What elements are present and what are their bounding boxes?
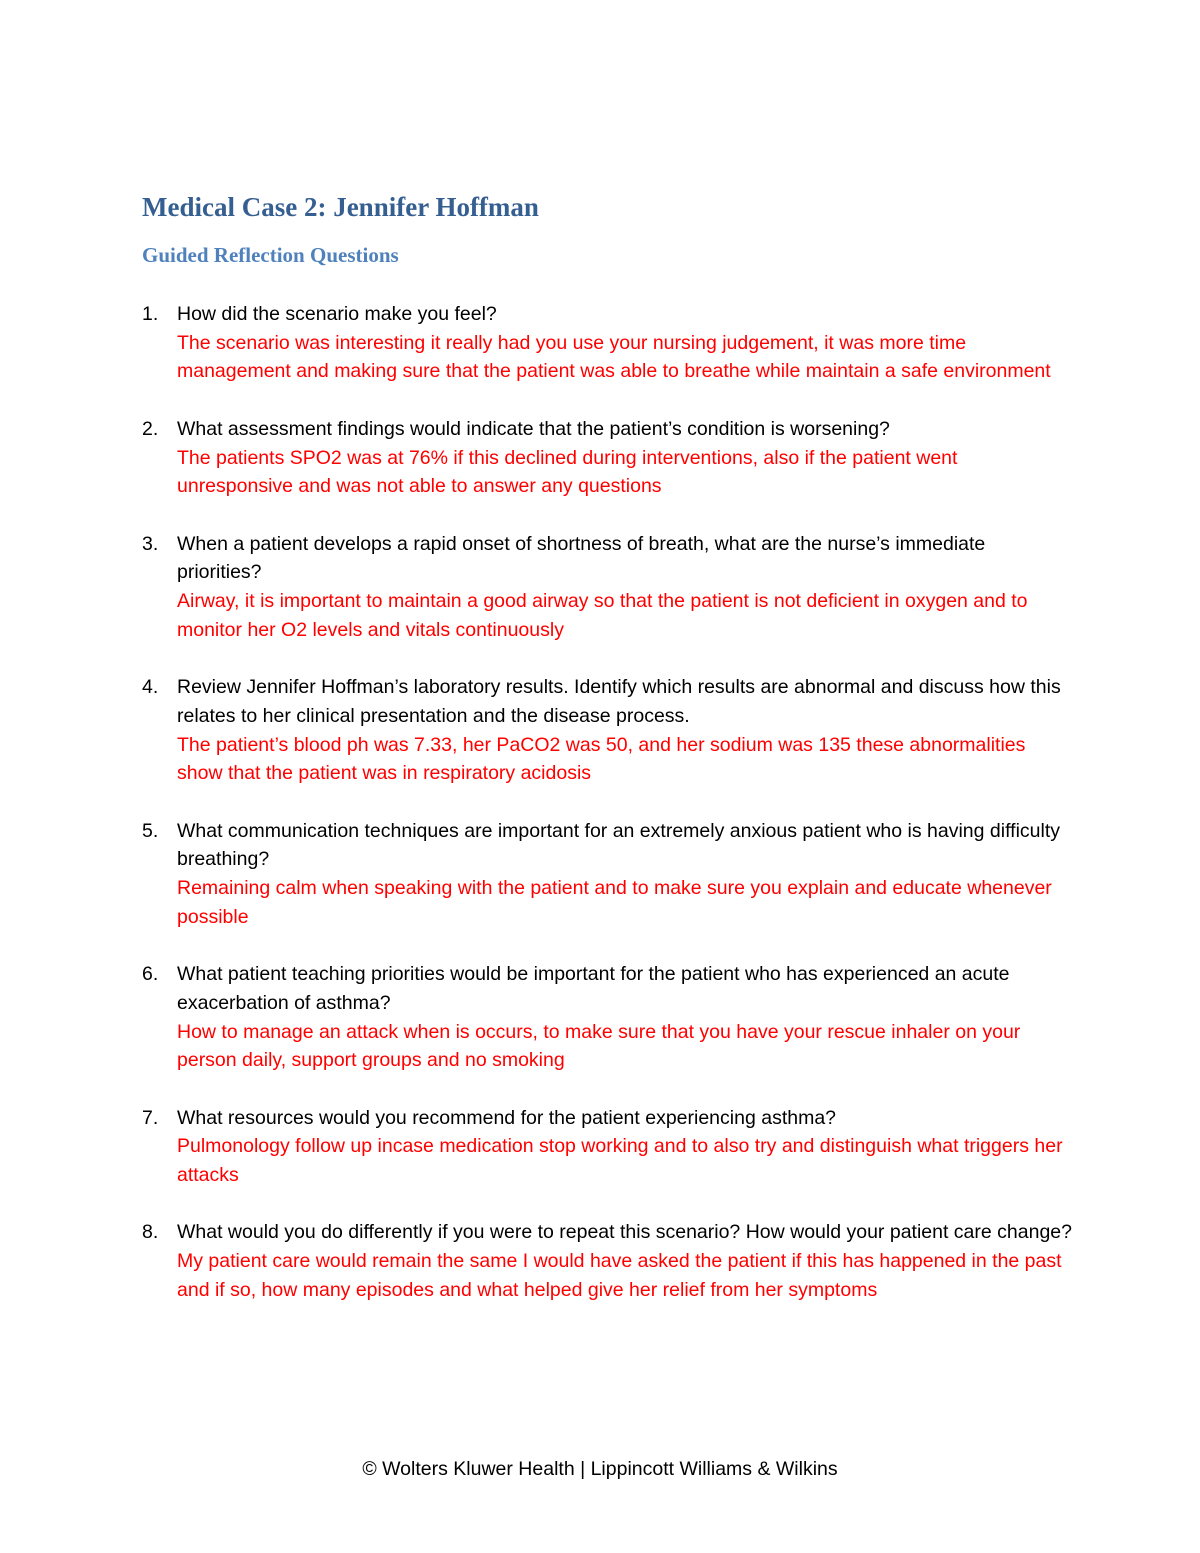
answer-text: My patient care would remain the same I would have asked the patient if this has happened in the past and if so, how many episodes and what helped give her relief from her symptoms — [177, 1250, 1062, 1301]
question-number: 2. — [142, 417, 159, 440]
answer-text: The patients SPO2 was at 76% if this declined during interventions, also if the patient went unresponsive and was not able to answer any questions — [177, 446, 958, 498]
question-text: Review Jennifer Hoffman’s laboratory results. Identify which results are abnormal and discuss how this relates to her clinical presentation and the disease process. — [177, 676, 1061, 727]
question-item-4 — [142, 673, 1072, 788]
question-number: 4. — [142, 676, 159, 699]
question-item-3 — [142, 530, 1072, 645]
question-text: What assessment findings would indicate that the patient’s condition is worsening? — [177, 417, 890, 440]
question-text: What would you do differently if you were to repeat this scenario? How would your patient care change? — [177, 1221, 1072, 1244]
question-number: 5. — [142, 819, 159, 842]
question-number: 6. — [142, 963, 159, 986]
answer-text: How to manage an attack when is occurs, to make sure that you have your rescue inhaler on your person daily, support groups and no smoking — [177, 1020, 1021, 1072]
question-item-8 — [142, 1218, 1072, 1304]
answer-text: Airway, it is important to maintain a good airway so that the patient is not deficient in oxygen and to monitor her O2 levels and vitals continuously — [177, 590, 1028, 641]
question-number: 7. — [142, 1106, 159, 1129]
question-item-6 — [142, 960, 1072, 1075]
question-number: 3. — [142, 532, 159, 555]
question-text: What resources would you recommend for the patient experiencing asthma? — [177, 1106, 837, 1129]
question-list — [142, 300, 1072, 1333]
question-item-2 — [142, 415, 1072, 501]
question-text: What communication techniques are important for an extremely anxious patient who is having difficulty breathing? — [177, 819, 1061, 871]
question-number: 1. — [142, 303, 159, 325]
copyright-footer: © Wolters Kluwer Health | Lippincott Williams & Wilkins — [362, 1458, 838, 1480]
answer-text: Remaining calm when speaking with the patient and to make sure you explain and educate whenever possible — [177, 877, 1052, 928]
question-number: 8. — [142, 1221, 159, 1244]
question-item-7 — [142, 1104, 1072, 1190]
answer-text: Pulmonology follow up incase medication stop working and to also try and distinguish what triggers her attacks — [177, 1135, 1063, 1186]
question-item-5 — [142, 817, 1072, 932]
document-subtitle: Guided Reflection Questions — [142, 243, 399, 267]
question-item-1 — [142, 300, 1072, 386]
question-text: How did the scenario make you feel? — [177, 303, 497, 325]
question-text: When a patient develops a rapid onset of shortness of breath, what are the nurse’s immediate priorities? — [177, 532, 986, 584]
document-title: Medical Case 2: Jennifer Hoffman — [142, 192, 539, 222]
answer-text: The patient’s blood ph was 7.33, her PaCO2 was 50, and her sodium was 135 these abnormalities show that the patient was in respiratory acidosis — [177, 733, 1026, 785]
answer-text: The scenario was interesting it really had you use your nursing judgement, it was more time management and making sure that the patient was able to breathe while maintain a safe environment — [177, 331, 1051, 383]
question-text: What patient teaching priorities would be important for the patient who has experienced an acute exacerbation of asthma? — [177, 963, 1010, 1014]
